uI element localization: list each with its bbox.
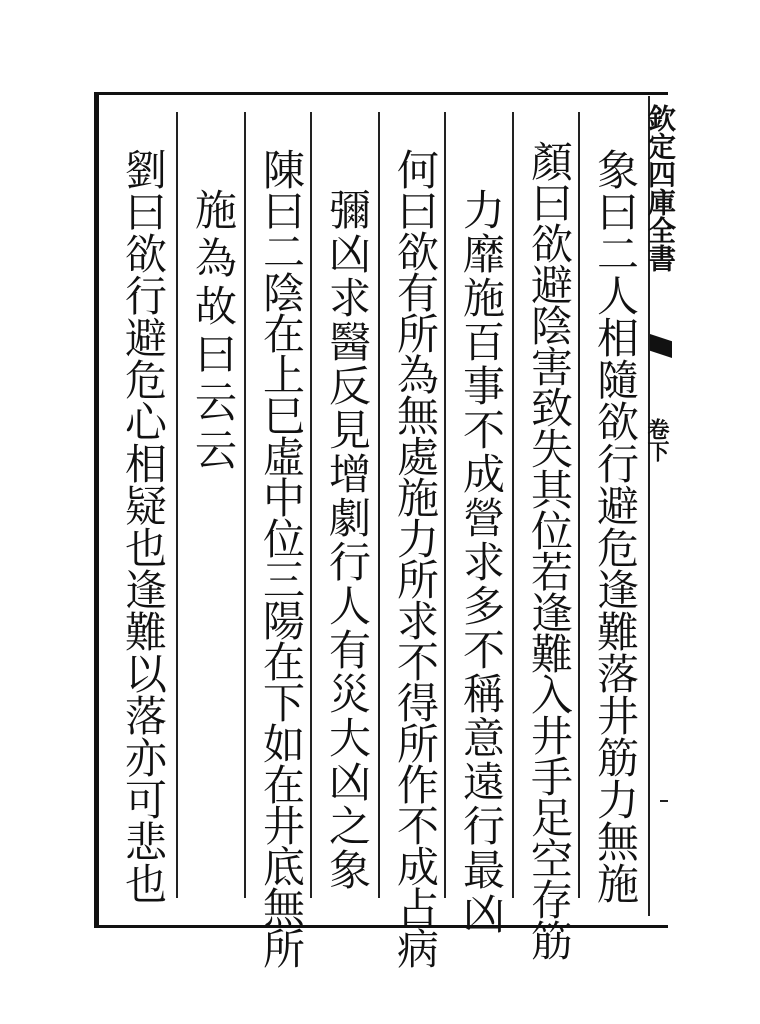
column-rule	[512, 112, 514, 898]
text-column-2: 顏曰欲避陰害致失其位若逢難入井手足空存筋	[525, 140, 574, 960]
text-column-1: 象曰二人相隨欲行避危逢難落井筋力無施	[591, 148, 640, 904]
column-rule	[378, 112, 380, 898]
text-column-7: 施為故曰云云	[189, 188, 238, 476]
collection-title: 欽定四庫全書	[644, 104, 677, 272]
text-column-5: 彌凶求醫反見增劇行人有災大凶之象	[323, 188, 372, 892]
margin-tick	[660, 800, 668, 802]
text-column-6: 陳曰二陰在上巳虛中位三陽在下如在井底無所	[257, 148, 306, 968]
text-column-3: 力靡施百事不成營求多不稱意遠行最凶	[457, 188, 506, 936]
text-column-4: 何曰欲有所為無處施力所求不得所作不成占病	[391, 148, 440, 968]
text-column-8: 劉曰欲行避危心相疑也逢難以落亦可悲也	[119, 148, 168, 904]
column-rule	[310, 112, 312, 898]
column-rule	[176, 112, 178, 898]
column-rule	[578, 112, 580, 898]
juan-label: 卷下	[644, 418, 670, 462]
page-border-frame	[94, 92, 668, 928]
column-rule	[444, 112, 446, 898]
column-rule	[244, 112, 246, 898]
